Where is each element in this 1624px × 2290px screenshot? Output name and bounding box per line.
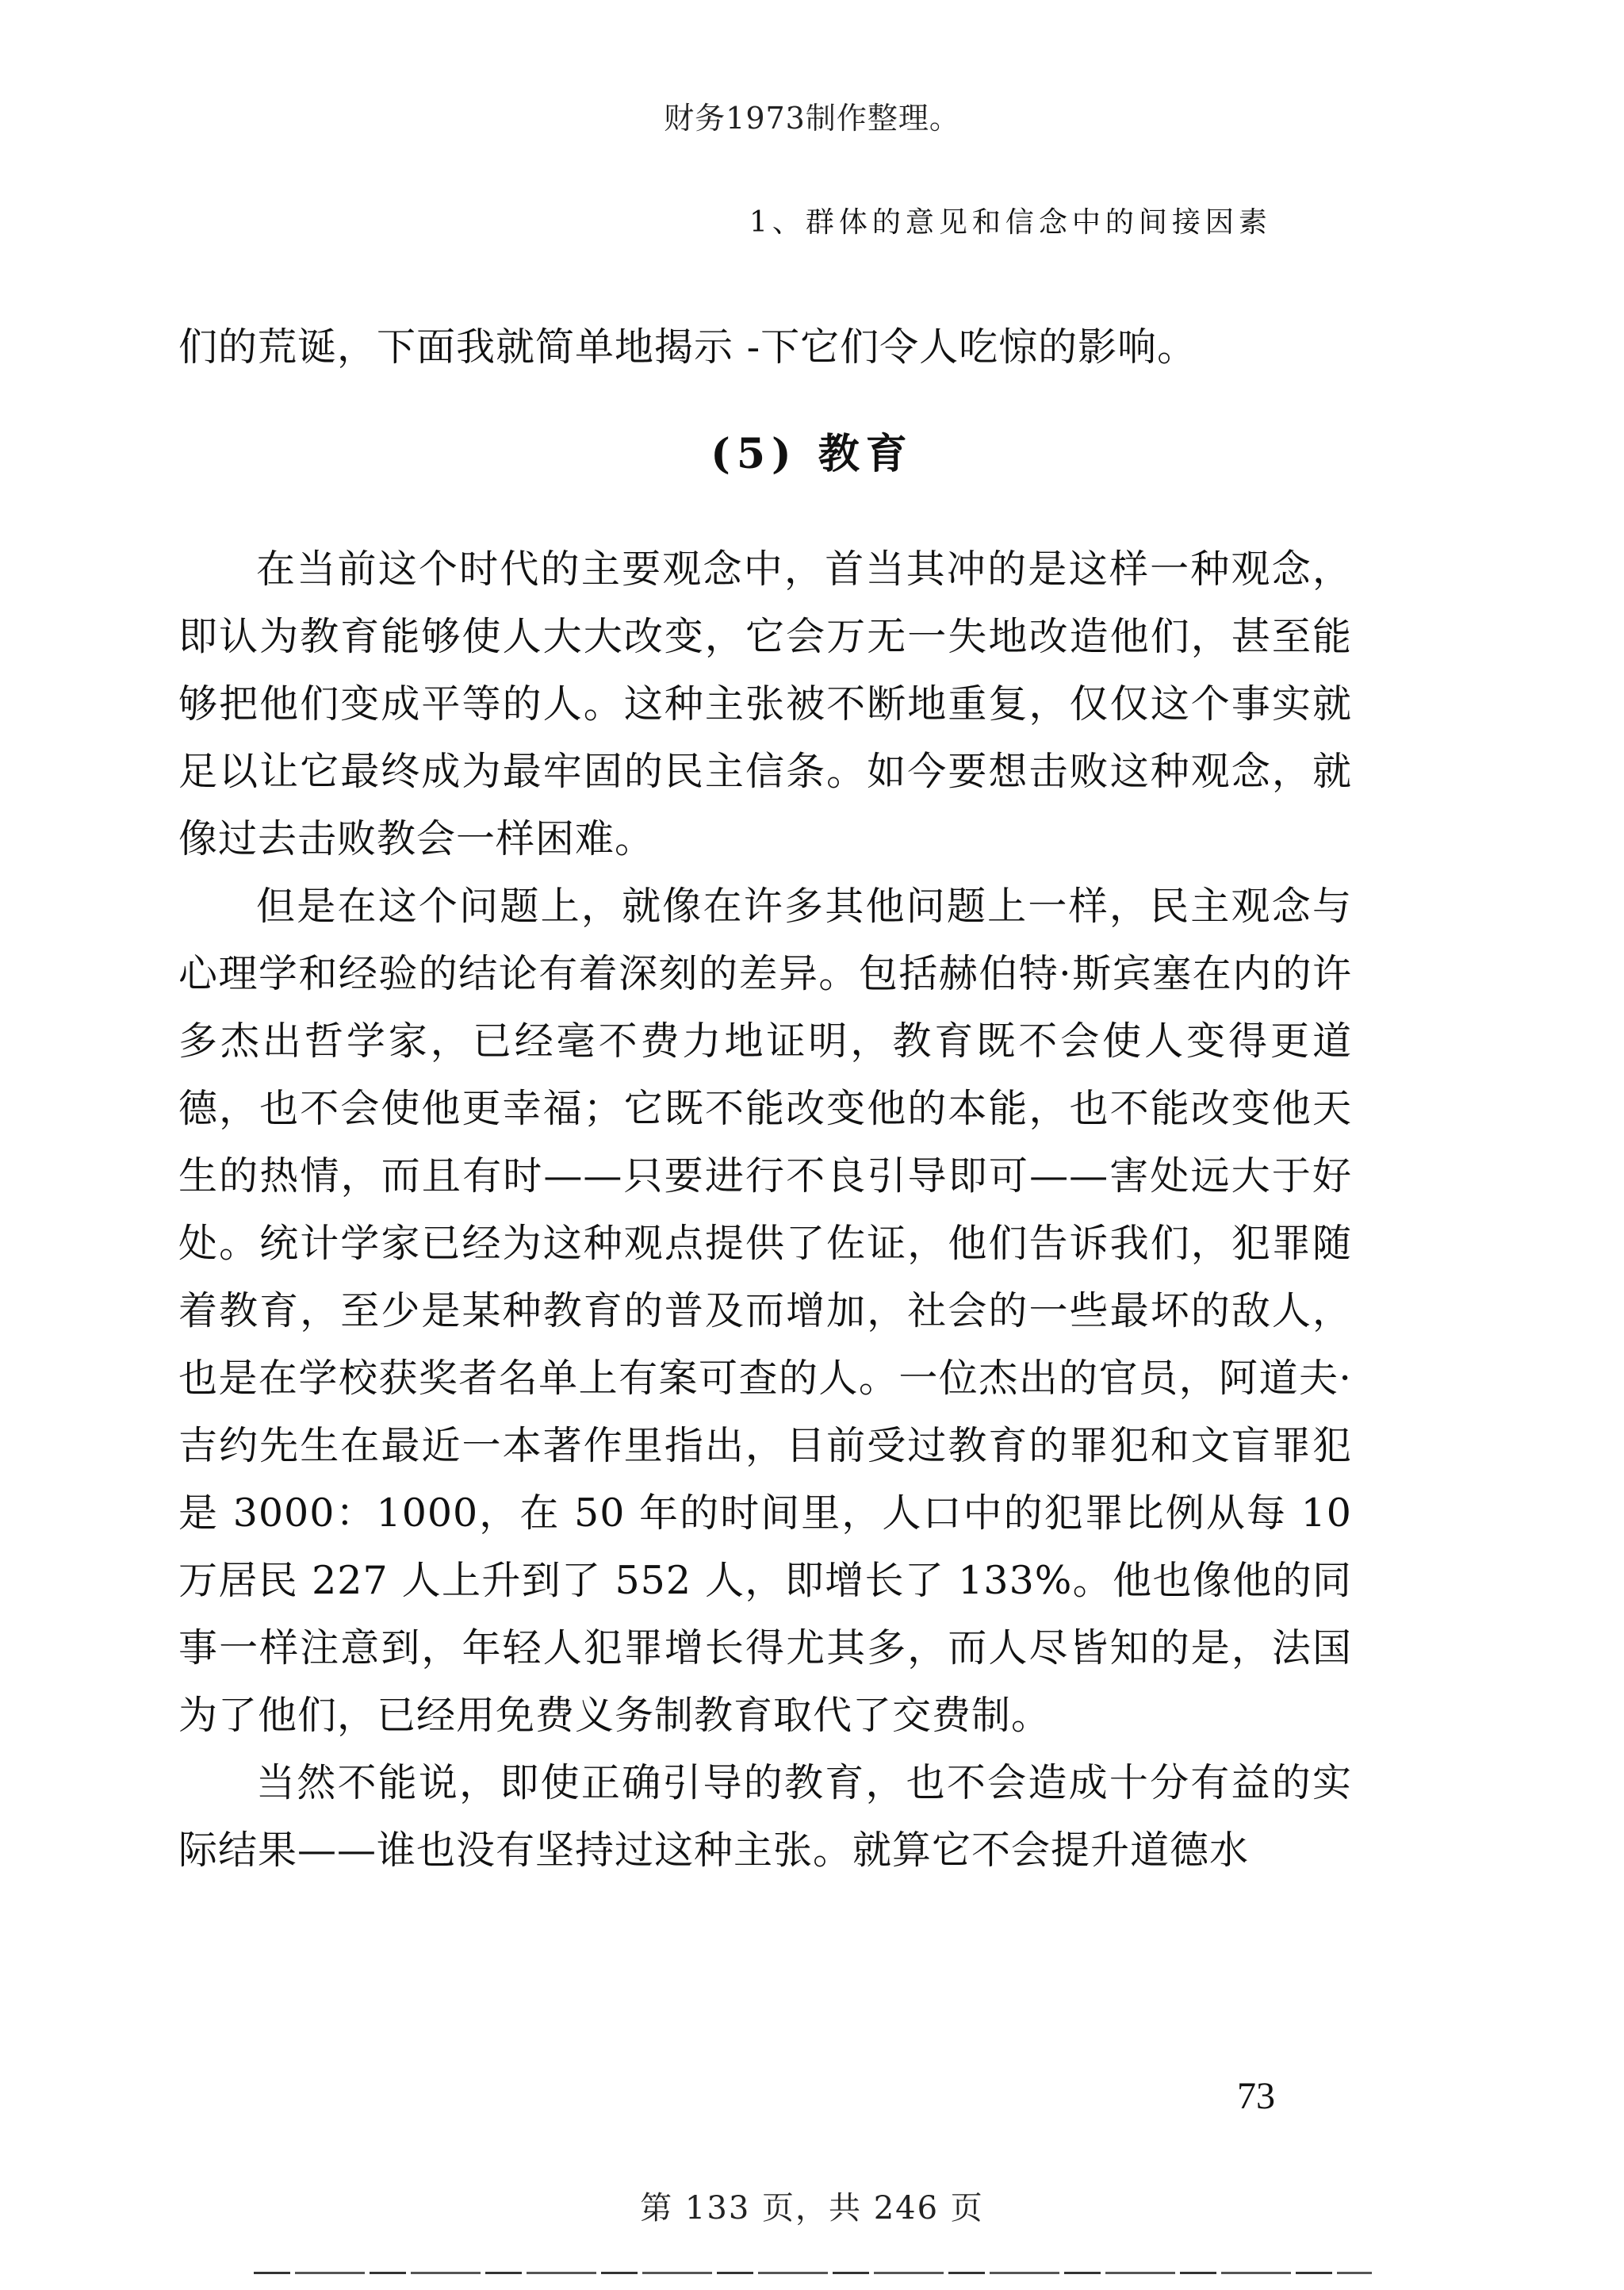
body-text (178, 535, 1352, 1884)
paragraph-3: 当然不能说，即使正确引导的教育，也不会造成十分有益的实际结果——谁也没有坚持过这种主张。就算它不会提升道德水 (178, 1760, 1352, 1873)
paragraph-2: 但是在这个问题上，就像在许多其他问题上一样，民主观念与心理学和经验的结论有着深刻的差异。包括赫伯特·斯宾塞在内的许多杰出哲学家，已经毫不费力地证明，教育既不会使人变得更道德，也不会使他更幸福；它既不能改变他的本能，也不能改变他天生的热情，而且有时——只要进行不良引导即可——害处远大于好处。统计学家已经为这种观点提供了佐证，他们告诉我们，犯罪随着教育，至少是某种教育的普及而增加，社会的一些最坏的敌人，也是在学校获奖者名单上有案可查的人。一位杰出的官员，阿道夫·吉约先生在最近一本著作里指出，目前受过教育的罪犯和文盲罪犯是 3000：1000，在 50 年的时间里，人口中的犯罪比例从每 10 万居民 227 人上升到了 552 人，即增长了 133%。他也像他的同事一样注意到，年轻人犯罪增长得尤其多，而人尽皆知的是，法国为了他们，已经用免费义务制教育取代了交费制。 (178, 884, 1352, 1738)
scan-divider-line (254, 2272, 1372, 2274)
running-head: 1、群体的意见和信念中的间接因素 (749, 206, 1272, 239)
continued-paragraph: 们的荒诞，下面我就简单地揭示 -下它们令人吃惊的影响。 (178, 324, 1197, 370)
book-page-number: 73 (1237, 2075, 1275, 2117)
section-heading: (5) 教育 (710, 430, 914, 478)
page-counter: 第 133 页，共 246 页 (640, 2190, 984, 2227)
paragraph-1: 在当前这个时代的主要观念中，首当其冲的是这样一种观念，即认为教育能够使人大大改变，它会万无一失地改造他们，甚至能够把他们变成平等的人。这种主张被不断地重复，仅仅这个事实就足以让它最终成为最牢固的民主信条。如今要想击败这种观念，就像过去击败教会一样困难。 (178, 547, 1352, 861)
watermark-text: 财务1973制作整理。 (664, 101, 960, 136)
